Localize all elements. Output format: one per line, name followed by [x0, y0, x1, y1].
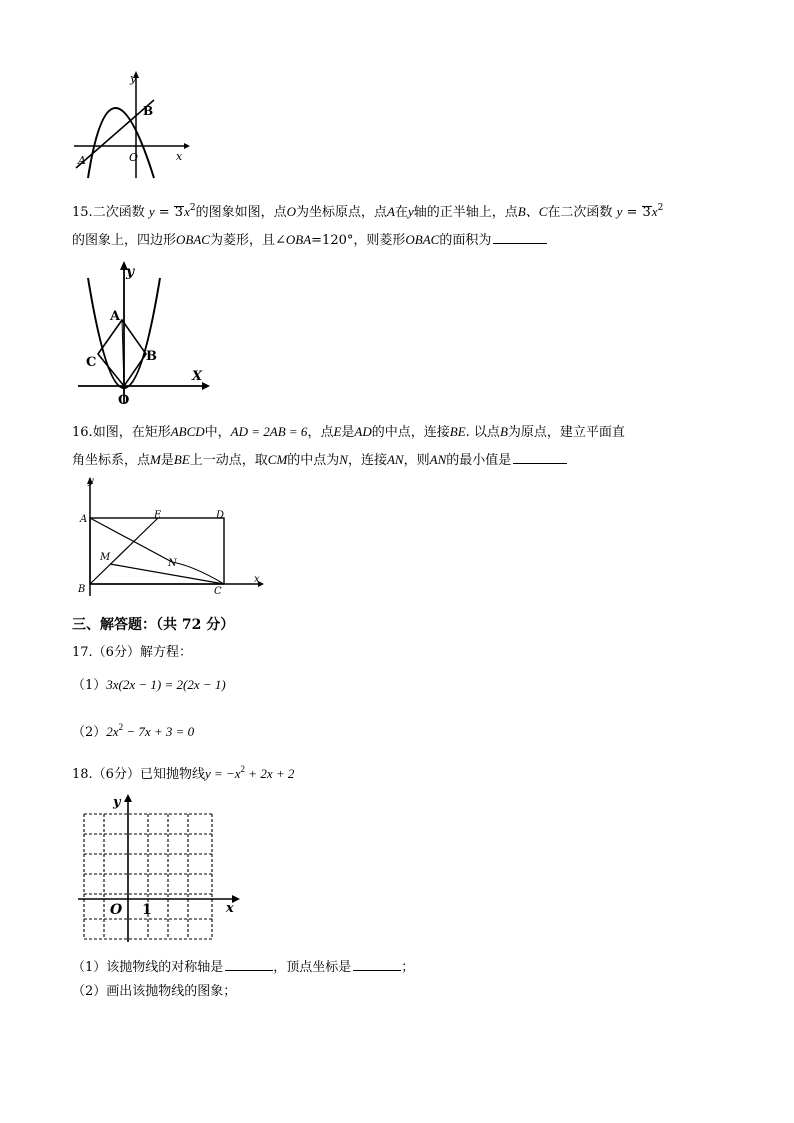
fig16-y-label: y: [88, 476, 94, 487]
fig16-e-label: E: [154, 510, 162, 521]
fig16-a-label: A: [80, 514, 88, 525]
q16-number: 16.: [72, 425, 93, 440]
q18-eq: $y = -x^2 + 2x + 2$: [204, 764, 295, 781]
figure-q15: [74, 258, 214, 406]
fig14-b-label: B: [143, 104, 154, 118]
fig14-y-label: y: [130, 72, 137, 85]
q18-sub2: （2）画出该抛物线的图象；: [72, 984, 237, 999]
q18-axis-blank[interactable]: [225, 958, 273, 971]
grid-x-label: x: [226, 901, 234, 916]
fig16-b-label: B: [78, 584, 86, 595]
q17-part2: $(2)2x^2 - 7x + 3 = 0$: [72, 722, 195, 740]
fig16-m-label: M: [100, 552, 111, 563]
q16-line2: 角坐标系，点M是BE上一动点，取CM的中点为N，连接AN，则AN的最小值是: [72, 450, 567, 471]
q17-eq2: $2x^2 - 7x + 3 = 0$: [106, 722, 195, 739]
q17-part1: （1）3x(2x − 1) = 2(2x − 1): [72, 677, 226, 693]
grid-o-label: O: [110, 902, 123, 918]
figure-q14: [68, 68, 192, 182]
q15-number: 15.: [72, 205, 93, 220]
fig15-b-label: B: [146, 349, 157, 364]
q18-header: 18.（6分）已知抛物线$y = -x^2 + 2x + 2$: [72, 764, 295, 782]
q16-answer-blank[interactable]: [513, 451, 567, 464]
fig14-a-label: A: [78, 154, 86, 167]
q15-answer-blank[interactable]: [493, 231, 547, 244]
fig15-x-label: X: [192, 369, 203, 384]
grid-one-label: 1: [142, 902, 152, 918]
q17-eq1: 3x(2x − 1) = 2(2x − 1): [106, 677, 226, 692]
fig16-d-label: D: [216, 510, 225, 521]
fig15-y-label: y: [126, 264, 135, 280]
fig16-c-label: C: [214, 586, 222, 597]
figure-q18-grid: [78, 792, 248, 944]
q16-line1: 16.如图，在矩形ABCD中，AD = 2AB = 6，点E是AD的中点，连接BE. 以点B为原点，建立平面直: [72, 424, 625, 440]
q18-sub1: （1）该抛物线的对称轴是 ，顶点坐标是 ；: [72, 960, 415, 975]
grid-y-label: y: [113, 795, 121, 810]
figure-q16: [74, 474, 270, 600]
fig16-x-label: x: [254, 574, 260, 585]
fig16-n-label: N: [168, 558, 177, 569]
fig15-o-label: O: [118, 393, 130, 406]
q17-header: 17.（6分）解方程：: [72, 645, 192, 660]
fig15-a-label: A: [110, 309, 121, 324]
fig14-x-label: x: [176, 150, 183, 163]
q15-line1: 15.二次函数 $y = 3x^2$的图象如图，点O为坐标原点，点A在y轴的正半轴上，点B、C在二次函数 $y = 3x^2$: [72, 203, 664, 220]
fig14-o-label: O: [129, 151, 139, 164]
q15-line2: 的图象上，四边形OBAC为菱形，且∠OBA=120°，则菱形OBAC的面积为: [72, 230, 547, 251]
q18-vertex-blank[interactable]: [353, 958, 401, 971]
section-3-title: 三、解答题：（共 72 分）: [72, 617, 235, 633]
fig15-c-label: C: [86, 355, 97, 370]
